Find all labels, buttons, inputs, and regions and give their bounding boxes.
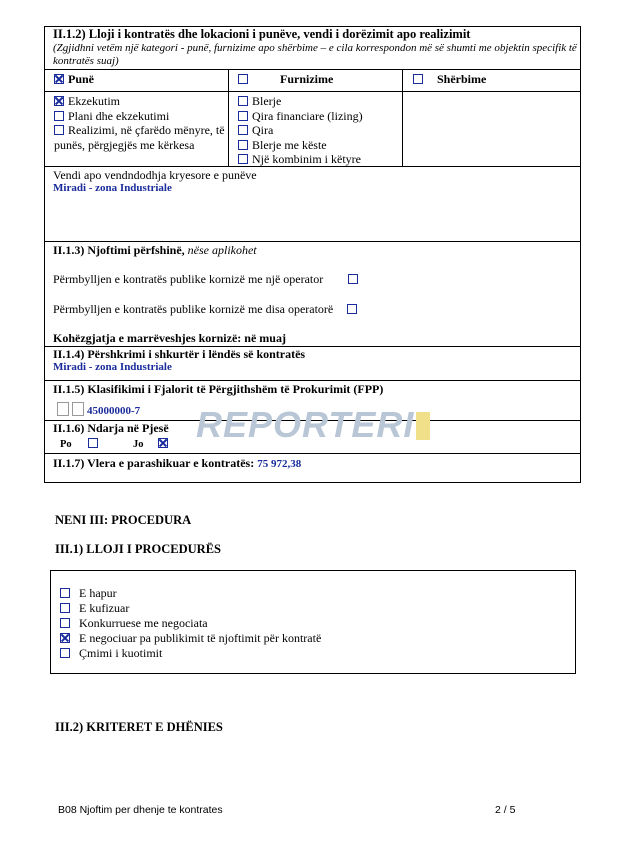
lots-jo[interactable]: Jo [133,438,172,450]
checkbox-icon[interactable] [238,74,248,84]
section-title: II.1.3) Njoftimi përfshinë, nëse aplikohet [53,243,257,257]
checkbox-icon[interactable] [60,603,70,613]
option-konkurruese[interactable]: Konkurruese me negociata [60,616,321,631]
checkbox-icon[interactable] [238,125,248,135]
empty-box-icon [57,402,69,416]
location-box [44,166,581,241]
option-kombinim[interactable]: Një kombinim i këtyre [238,152,363,167]
checkbox-icon[interactable] [54,125,64,135]
checkbox-icon[interactable] [347,304,357,314]
option-qira[interactable]: Qira [238,123,363,138]
option-cmimi-kuotimit[interactable]: Çmimi i kuotimit [60,646,321,661]
checkbox-icon[interactable] [60,588,70,598]
option-plani[interactable]: Plani dhe ekzekutimi [54,109,226,124]
section-note: (Zgjidhni vetëm një kategori - punë, furnizime apo shërbime – e cila korrespondon më së shumti me objektin specifik të kontratës suaj) [53,42,577,67]
checkbox-icon[interactable] [54,111,64,121]
footer-page-number: 2 / 5 [495,804,516,816]
furnizime-options [238,94,363,167]
option-e-kufizuar[interactable]: E kufizuar [60,601,321,616]
framework-multiple-operators[interactable]: Përmbylljen e kontratës publike kornizë me disa operatorë [53,302,361,317]
checkbox-icon[interactable] [88,438,98,448]
location-label: Vendi apo vendndodhja kryesore e punëve [53,168,257,182]
framework-single-operator[interactable]: Përmbylljen e kontratës publike kornizë me një operator [53,272,362,287]
section-ii-1-4 [44,346,581,380]
lots-po[interactable]: Po [60,438,102,450]
checkbox-icon[interactable] [238,154,248,164]
procedure-options [60,586,321,661]
option-blerje[interactable]: Blerje [238,94,363,109]
procedure-box [50,570,576,674]
section-iii-2-title: III.2) KRITERET E DHËNIES [55,720,223,734]
option-e-negociuar[interactable]: E negociuar pa publikimit të njoftimit për kontratë [60,631,321,646]
checked-box-icon[interactable] [54,96,64,106]
checked-box-icon[interactable] [60,633,70,643]
checked-box-icon[interactable] [158,438,168,448]
location-value: Miradi - zona Industriale [53,182,172,194]
section-ii-1-2 [44,26,581,166]
checked-box-icon[interactable] [54,74,64,84]
section-title: II.1.2) Lloji i kontratës dhe lokacioni i punëve, vendi i dorëzimit apo realizimit [53,27,471,41]
section-title: II.1.4) Përshkrimi i shkurtër i lëndës së kontratës [53,347,306,361]
category-sherbime[interactable]: Shërbime [413,72,486,87]
watermark-bar [416,412,430,440]
option-e-hapur[interactable]: E hapur [60,586,321,601]
checkbox-icon[interactable] [238,140,248,150]
watermark-logo: REPORTERI [196,404,430,446]
category-pune[interactable]: Punë [54,72,94,87]
checkbox-icon[interactable] [348,274,358,284]
checkbox-icon[interactable] [60,618,70,628]
pune-options [54,94,226,152]
checkbox-icon[interactable] [413,74,423,84]
footer-doc-name: B08 Njoftim per dhenje te kontrates [58,804,223,816]
option-ekzekutim[interactable]: Ekzekutim [54,94,226,109]
checkbox-icon[interactable] [238,111,248,121]
option-blerje-keste[interactable]: Blerje me këste [238,138,363,153]
option-realizimi[interactable]: Realizimi, në çfarëdo mënyre, të punës, përgjegjës me kërkesa [54,123,225,152]
cpv-code: 45000000-7 [57,402,140,418]
empty-box-icon [72,402,84,416]
checkbox-icon[interactable] [60,648,70,658]
section-title: II.1.5) Klasifikimi i Fjalorit të Përgjithshëm të Prokurimit (FPP) [53,382,384,396]
section-ii-1-7 [44,453,581,483]
section-iii-1-title: III.1) LLOJI I PROCEDURËS [55,542,222,556]
checkbox-icon[interactable] [238,96,248,106]
short-description-value: Miradi - zona Industriale [53,361,172,373]
estimated-value-row: II.1.7) Vlera e parashikuar e kontratës: 75 972,38 [53,456,302,470]
neni-iii-heading: NENI III: PROCEDURA [55,513,192,527]
category-furnizime[interactable]: Furnizime [238,72,333,87]
section-title: II.1.6) Ndarja në Pjesë [53,421,169,435]
framework-duration: Kohëzgjatja e marrëveshjes kornizë: në muaj [53,331,286,345]
section-ii-1-3 [44,241,581,346]
option-lizing[interactable]: Qira financiare (lizing) [238,109,363,124]
